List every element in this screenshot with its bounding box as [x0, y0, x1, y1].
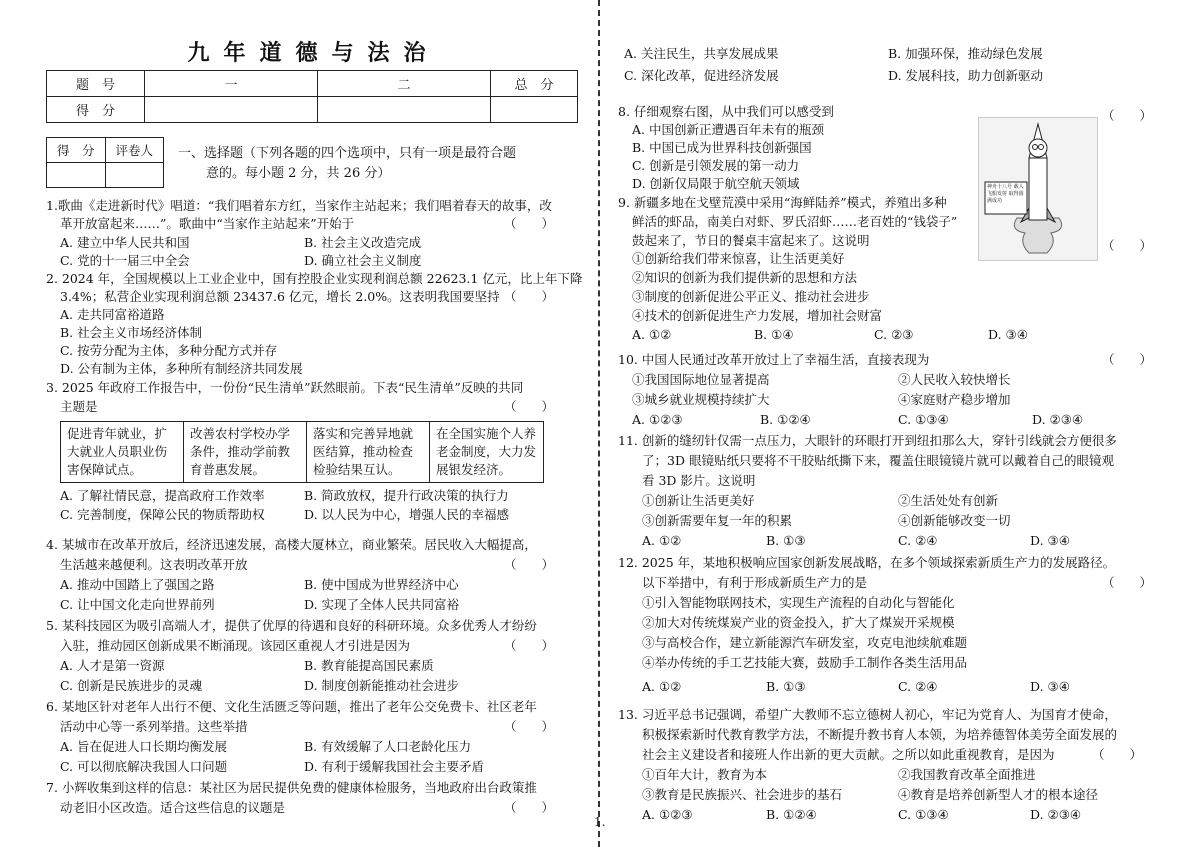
- score-header-part2: 二: [318, 71, 491, 97]
- question-line: 3. 2025 年政府工作报告中，一份份“民生清单”跃然眼前。下表“民生清单”反映的共同: [46, 380, 524, 395]
- option: B. 中国已成为世界科技创新强国: [632, 140, 812, 155]
- option: A. ①②: [632, 327, 672, 342]
- option: C. 创新是引领发展的第一动力: [632, 158, 800, 173]
- answer-paren[interactable]: （ ）: [1102, 352, 1153, 367]
- statement: ④技术的创新促进生产力发展，增加社会财富: [632, 308, 883, 323]
- question-line: 生活越来越便利。这表明改革开放: [60, 557, 248, 572]
- option: D. ②③④: [1032, 412, 1084, 427]
- livelihood-list-table: [60, 421, 544, 483]
- option: B. ①②④: [760, 412, 811, 427]
- answer-paren[interactable]: （ ）: [1102, 108, 1153, 123]
- question-line: 3.4%；私营企业实现利润总额 23437.6 亿元，增长 2.0%。这表明我国要坚持: [60, 289, 500, 304]
- option: C. 可以彻底解决我国人口问题: [60, 759, 228, 774]
- question-line: 11. 创新的缝纫针仅需一点压力，大眼针的环眼打开到纽扣那么大，穿针引线就会方便很多: [618, 433, 1117, 448]
- option: A. 人才是第一资源: [60, 658, 165, 673]
- score-cell[interactable]: [491, 97, 578, 123]
- option: A. ①②: [642, 679, 682, 694]
- score-header-part1: 一: [145, 71, 318, 97]
- question-line: 社会主义建设者和接班人作出新的更大贡献。之所以如此重视教育，是因为: [642, 747, 1055, 762]
- answer-paren[interactable]: （ ）: [504, 719, 555, 734]
- statement: ④举办传统的手工艺技能大赛，鼓励手工制作各类生活用品: [642, 655, 968, 670]
- illustration-caption: 神舟十八号 载人飞船发射 取得圆满成功: [987, 184, 1024, 204]
- option: D. ③④: [1030, 679, 1070, 694]
- score-header-label: 题 号: [47, 71, 145, 97]
- statement: ③创新需要年复一年的积累: [642, 513, 793, 528]
- statement: ②人民收入较快增长: [898, 372, 1011, 387]
- option: B. 简政放权，提升行政决策的执行力: [304, 488, 509, 503]
- option: A. 了解社情民意，提高政府工作效率: [60, 488, 265, 503]
- option: B. 教育能提高国民素质: [304, 658, 434, 673]
- grader-score-cell[interactable]: [47, 163, 106, 188]
- option: A. ①②: [642, 533, 682, 548]
- option: A. 旨在促进人口长期均衡发展: [60, 739, 227, 754]
- option: C. ②③: [874, 327, 914, 342]
- question-line: 鼓起来了，节日的餐桌丰富起来了。这说明: [632, 233, 870, 248]
- statement: ②加大对传统煤炭产业的资金投入，扩大了煤炭开采规模: [642, 615, 955, 630]
- score-header-total: 总 分: [491, 71, 578, 97]
- statement: ③与高校合作，建立新能源汽车研发室，攻克电池续航难题: [642, 635, 968, 650]
- grader-name-cell[interactable]: [105, 163, 164, 188]
- option: D. 制度创新能推动社会进步: [304, 678, 460, 693]
- option: A. 推动中国踏上了强国之路: [60, 577, 215, 592]
- option: C. 完善制度，保障公民的物质帮助权: [60, 507, 265, 522]
- option: A. 中国创新正遭遇百年未有的瓶颈: [632, 122, 824, 137]
- option: D. 有利于缓解我国社会主要矛盾: [304, 759, 485, 774]
- question-line: 鲜活的虾品，南美白对虾、罗氏沼虾……老百姓的“钱袋子”: [632, 214, 958, 229]
- option: D. ③④: [1030, 533, 1070, 548]
- score-cell[interactable]: [318, 97, 491, 123]
- option: B. 加强环保，推动绿色发展: [888, 46, 1043, 61]
- statement: ①创新给我们带来惊喜，让生活更美好: [632, 251, 845, 266]
- statement: ③教育是民族振兴、社会进步的基石: [642, 787, 843, 802]
- grader-score-label: 得 分: [47, 138, 106, 163]
- score-row-label: 得 分: [47, 97, 145, 123]
- statement: ③制度的创新促进公平正义、推动社会进步: [632, 289, 870, 304]
- option: D. ②③④: [1030, 807, 1082, 822]
- answer-paren[interactable]: （ ）: [504, 399, 555, 414]
- option: C. 党的十一届三中全会: [60, 253, 190, 268]
- grader-table: [46, 137, 164, 188]
- section-line: 一、选择题（下列各题的四个选项中，只有一项是最符合题: [178, 146, 517, 161]
- statement: ④创新能够改变一切: [898, 513, 1011, 528]
- question-line: 了；3D 眼镜贴纸只要将不干胶贴纸撕下来，覆盖住眼镜镜片就可以戴着自己的眼镜观: [642, 453, 1114, 468]
- statement: ②知识的创新为我们提供新的思想和方法: [632, 270, 858, 285]
- list-cell: 在全国实施个人养老金制度，大力发展银发经济。: [430, 422, 544, 483]
- answer-paren[interactable]: （ ）: [1092, 747, 1143, 762]
- question-line: 9. 新疆多地在戈壁荒漠中采用“海鲜陆养”模式，养殖出多种: [618, 195, 947, 210]
- question-line: 5. 某科技园区为吸引高端人才，提供了优厚的待遇和良好的科研环境。众多优秀人才纷纷: [46, 618, 537, 633]
- answer-paren[interactable]: （ ）: [1102, 238, 1153, 253]
- statement: ②我国教育改革全面推进: [898, 767, 1036, 782]
- option: A. ①②③: [632, 412, 683, 427]
- option: D. 以人民为中心，增强人民的幸福感: [304, 507, 510, 522]
- question-line: 以下举措中，有利于形成新质生产力的是: [642, 575, 868, 590]
- answer-paren[interactable]: （ ）: [504, 557, 555, 572]
- statement: ①百年大计，教育为本: [642, 767, 768, 782]
- question-line: 8. 仔细观察右图，从中我们可以感受到: [618, 104, 834, 119]
- question-line: 动老旧小区改造。适合这些信息的议题是: [60, 800, 286, 815]
- option: D. 创新仅局限于航空航天领域: [632, 176, 800, 191]
- question-line: 活动中心等一系列举措。这些举措: [60, 719, 248, 734]
- question-line: 革开放富起来……”。歌曲中“当家作主站起来”开始于: [60, 216, 355, 231]
- option: C. 创新是民族进步的灵魂: [60, 678, 203, 693]
- question-line: 12. 2025 年，某地积极响应国家创新发展战略，在多个领域探索新质生产力的发展路径。: [618, 555, 1116, 570]
- option: B. ①②④: [766, 807, 817, 822]
- option: D. 发展科技，助力创新驱动: [888, 68, 1044, 83]
- option: B. 使中国成为世界经济中心: [304, 577, 459, 592]
- statement: ③城乡就业规模持续扩大: [632, 392, 770, 407]
- question-line: 10. 中国人民通过改革开放过上了幸福生活，直接表现为: [618, 352, 930, 367]
- statement: ④教育是培养创新型人才的根本途径: [898, 787, 1099, 802]
- option: B. ①③: [766, 533, 806, 548]
- question-line: 入驻，推动园区创新成果不断涌现。该园区重视人才引进是因为: [60, 638, 411, 653]
- option: C. ①③④: [898, 412, 949, 427]
- question-line: 13. 习近平总书记强调，希望广大教师不忘立德树人初心，牢记为党育人、为国育才使命，: [618, 707, 1117, 722]
- page-number: 1.: [594, 815, 606, 829]
- option: B. 社会主义市场经济体制: [60, 325, 203, 340]
- question-line: 2. 2024 年，全国规模以上工业企业中，国有控股企业实现利润总额 22623.1 亿元，比上年下降: [46, 271, 583, 286]
- question-line: 主题是: [60, 399, 98, 414]
- score-cell[interactable]: [145, 97, 318, 123]
- list-cell: 促进青年就业，扩大就业人员职业伤害保障试点。: [61, 422, 184, 483]
- option: B. ①④: [754, 327, 794, 342]
- question-line: 看 3D 影片。这说明: [642, 473, 756, 488]
- option: C. ②④: [898, 679, 938, 694]
- list-cell: 改善农村学校办学条件，推动学前教育普惠发展。: [184, 422, 307, 483]
- statement: ①引入智能物联网技术，实现生产流程的自动化与智能化: [642, 595, 955, 610]
- rocket-illustration: [978, 117, 1098, 261]
- option: D. 实现了全体人民共同富裕: [304, 597, 460, 612]
- option: B. 有效缓解了人口老龄化压力: [304, 739, 472, 754]
- option: C. 按劳分配为主体，多种分配方式并存: [60, 343, 278, 358]
- option: C. 深化改革，促进经济发展: [624, 68, 779, 83]
- option: D. 确立社会主义制度: [304, 253, 422, 268]
- page-title: 九年道德与法治: [187, 41, 440, 66]
- answer-paren[interactable]: （ ）: [1102, 575, 1153, 590]
- option: C. ①③④: [898, 807, 949, 822]
- section-line: 意的。每小题 2 分，共 26 分）: [206, 166, 391, 181]
- option: B. ①③: [766, 679, 806, 694]
- question-line: 1.歌曲《走进新时代》唱道：“我们唱着东方红，当家作主站起来；我们唱着春天的故事，改: [46, 198, 552, 213]
- statement: ①创新让生活更美好: [642, 493, 755, 508]
- answer-paren[interactable]: （ ）: [504, 216, 555, 231]
- statement: ①我国国际地位显著提高: [632, 372, 770, 387]
- question-line: 积极探索新时代教育教学方法，不断提升教书育人本领，为培养德智体美劳全面发展的: [642, 727, 1118, 742]
- question-line: 4. 某城市在改革开放后，经济迅速发展，高楼大厦林立，商业繁荣。居民收入大幅提高，: [46, 537, 537, 552]
- answer-paren[interactable]: （ ）: [504, 638, 555, 653]
- answer-paren[interactable]: （ ）: [504, 289, 555, 304]
- option: A. 关注民生，共享发展成果: [624, 46, 779, 61]
- statement: ④家庭财产稳步增加: [898, 392, 1011, 407]
- option: A. 建立中华人民共和国: [60, 235, 190, 250]
- question-line: 6. 某地区针对老年人出行不便、文化生活匮乏等问题，推出了老年公交免费卡、社区老年: [46, 699, 537, 714]
- answer-paren[interactable]: （ ）: [504, 800, 555, 815]
- option: B. 社会主义改造完成: [304, 235, 422, 250]
- statement: ②生活处处有创新: [898, 493, 999, 508]
- option: D. ③④: [988, 327, 1028, 342]
- option: D. 公有制为主体，多种所有制经济共同发展: [60, 361, 303, 376]
- question-line: 7. 小辉收集到这样的信息：某社区为居民提供免费的健康体检服务，当地政府出台政策推: [46, 780, 537, 795]
- column-divider: [598, 0, 600, 847]
- score-table: [46, 70, 578, 123]
- grader-name-label: 评卷人: [105, 138, 164, 163]
- list-cell: 落实和完善异地就医结算，推动检查检验结果互认。: [307, 422, 430, 483]
- option: A. 走共同富裕道路: [60, 307, 165, 322]
- option: A. ①②③: [642, 807, 693, 822]
- option: C. ②④: [898, 533, 938, 548]
- option: C. 让中国文化走向世界前列: [60, 597, 215, 612]
- section-heading: [178, 144, 578, 184]
